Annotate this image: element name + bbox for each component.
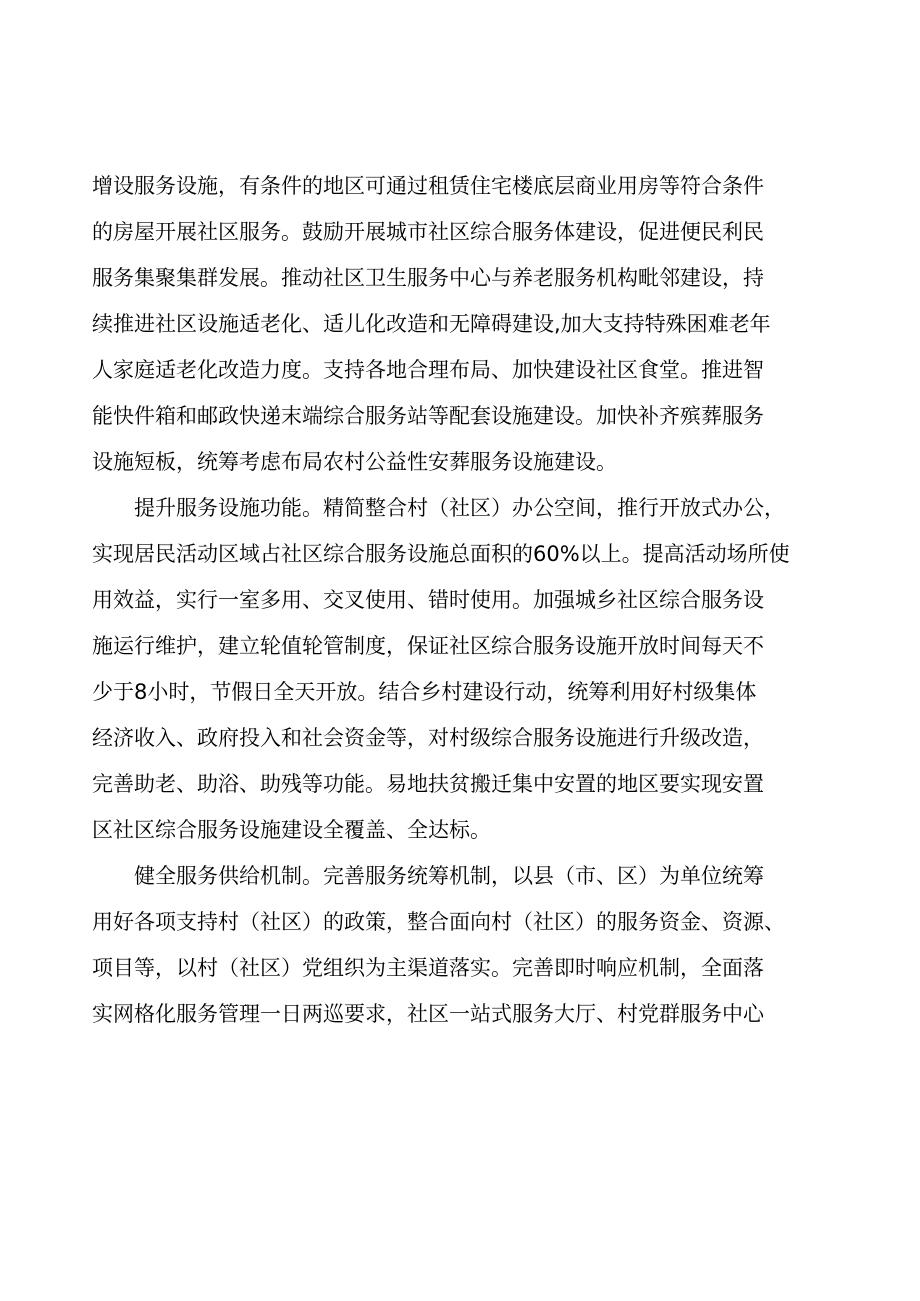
text-line: 区社区综合服务设施建设全覆盖、全达标。 [92, 818, 491, 842]
text-line: 用好各项支持村（社区）的政策，整合面向村（社区）的服务资金、资源、 [92, 910, 785, 934]
text-line: 健全服务供给机制。完善服务统筹机制，以县（市、区）为单位统筹 [134, 864, 764, 888]
text-line: 完善助老、助浴、助残等功能。易地扶贫搬迁集中安置的地区要实现安置 [92, 772, 764, 796]
paragraph-1 [92, 163, 840, 485]
text-line: 施运行维护，建立轮值轮管制度，保证社区综合服务设施开放时间每天不 [92, 634, 764, 658]
document-page [92, 163, 840, 1037]
text-line: 服务集聚集群发展。推动社区卫生服务中心与养老服务机构毗邻建设，持 [92, 266, 764, 290]
text-line: 人家庭适老化改造力度。支持各地合理布局、加快建设社区食堂。推进智 [92, 358, 764, 382]
text-line: 用效益，实行一室多用、交叉使用、错时使用。加强城乡社区综合服务设 [92, 588, 764, 612]
text-line: 实现居民活动区域占社区综合服务设施总面积的60%以上。提高活动场所使 [92, 542, 790, 566]
text-line: 设施短板，统筹考虑布局农村公益性安葬服务设施建设。 [92, 450, 617, 474]
paragraph-2 [92, 485, 840, 853]
text-line: 能快件箱和邮政快递末端综合服务站等配套设施建设。加快补齐殡葬服务 [92, 404, 764, 428]
text-line: 增设服务设施，有条件的地区可通过租赁住宅楼底层商业用房等符合条件 [92, 174, 764, 198]
paragraph-3 [92, 853, 840, 1037]
text-line: 提升服务设施功能。精简整合村（社区）办公空间，推行开放式办公， [134, 496, 785, 520]
text-line: 实网格化服务管理一日两巡要求，社区一站式服务大厅、村党群服务中心 [92, 1002, 764, 1026]
text-line: 的房屋开展社区服务。鼓励开展城市社区综合服务体建设，促进便民利民 [92, 220, 764, 244]
text-line: 项目等，以村（社区）党组织为主渠道落实。完善即时响应机制，全面落 [92, 956, 764, 980]
text-line: 少于8小时，节假日全天开放。结合乡村建设行动，统筹利用好村级集体 [92, 680, 757, 704]
text-line: 续推进社区设施适老化、适儿化改造和无障碍建设,加大支持特殊困难老年 [92, 312, 771, 336]
text-line: 经济收入、政府投入和社会资金等，对村级综合服务设施进行升级改造， [92, 726, 764, 750]
